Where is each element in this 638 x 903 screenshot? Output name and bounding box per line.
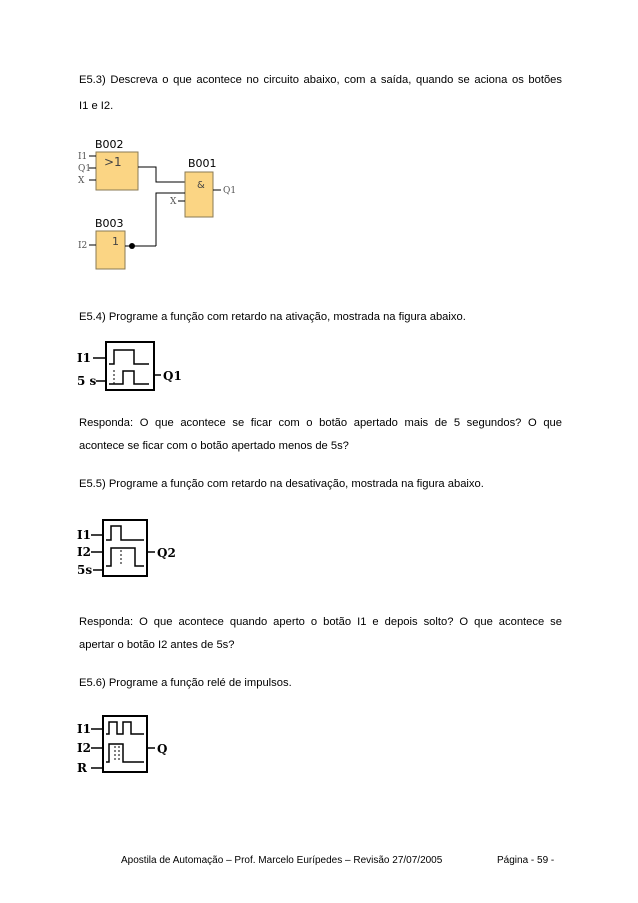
e56-heading: E5.6) Programe a função relé de impulsos. bbox=[79, 677, 292, 689]
e56-input-i2: I2 bbox=[77, 741, 91, 755]
e55-input-waveform bbox=[106, 526, 144, 540]
logic-circuit-diagram bbox=[76, 136, 246, 272]
b001-symbol: & bbox=[197, 180, 205, 191]
e55-input-i1: I1 bbox=[77, 528, 91, 542]
e54-response-line1: Responda: O que acontece se ficar com o botão apertado mais de 5 segundos? O que bbox=[79, 417, 562, 429]
e54-heading: E5.4) Programe a função com retardo na ativação, mostrada na figura abaixo. bbox=[79, 311, 466, 323]
e55-response-line1: Responda: O que acontece quando aperto o botão I1 e depois solto? O que acontece se bbox=[79, 616, 562, 628]
b001-output-q1: Q1 bbox=[223, 186, 237, 196]
b003-input-i2: I2 bbox=[78, 241, 88, 251]
b003-label: B003 bbox=[95, 217, 124, 230]
e53-question-line1: E5.3) Descreva o que acontece no circuito abaixo, com a saída, quando se aciona os botões bbox=[79, 74, 562, 86]
e55-heading: E5.5) Programe a função com retardo na desativação, mostrada na figura abaixo. bbox=[79, 478, 484, 490]
e55-input-i2: I2 bbox=[77, 545, 91, 559]
e54-response-line2: acontece se ficar com o botão apertado menos de 5s? bbox=[79, 440, 349, 452]
b001-label: B001 bbox=[188, 157, 217, 170]
e56-output-waveform bbox=[106, 744, 144, 762]
e53-question-line2: I1 e I2. bbox=[79, 100, 114, 112]
e56-input-i1: I1 bbox=[77, 722, 91, 736]
e56-input-waveform bbox=[106, 722, 144, 734]
b002-input-q1: Q1 bbox=[78, 164, 92, 174]
b001-block bbox=[185, 172, 213, 217]
footer-text: Apostila de Automação – Prof. Marcelo Eurípedes – Revisão 27/07/2005 bbox=[121, 855, 443, 866]
e54-block bbox=[106, 342, 154, 390]
e55-input-5s: 5s bbox=[77, 563, 93, 577]
b003-symbol: 1 bbox=[112, 235, 119, 248]
e54-output-waveform bbox=[109, 371, 149, 384]
off-delay-function-block bbox=[77, 518, 187, 580]
b002-input-x: X bbox=[78, 176, 85, 186]
b002-input-i1: I1 bbox=[78, 152, 88, 162]
e54-output-q1: Q1 bbox=[163, 369, 182, 383]
page-number: Página - 59 - bbox=[497, 855, 555, 866]
b002-label: B002 bbox=[95, 138, 124, 151]
b002-symbol: >1 bbox=[104, 155, 122, 169]
e54-input-5s: 5 s bbox=[77, 374, 97, 388]
e55-output-waveform bbox=[106, 548, 144, 566]
e55-response-line2: apertar o botão I2 antes de 5s? bbox=[79, 639, 235, 651]
b003-block bbox=[96, 231, 125, 269]
on-delay-function-block bbox=[77, 340, 187, 394]
e54-input-i1: I1 bbox=[77, 351, 91, 365]
e56-input-r: R bbox=[77, 761, 87, 775]
wire-b002-b001 bbox=[138, 167, 185, 182]
e54-input-waveform bbox=[109, 350, 149, 364]
e56-output-q: Q bbox=[157, 742, 168, 756]
e55-output-q2: Q2 bbox=[157, 546, 176, 560]
b001-input-x: X bbox=[170, 197, 177, 207]
impulse-relay-function-block bbox=[77, 714, 177, 778]
